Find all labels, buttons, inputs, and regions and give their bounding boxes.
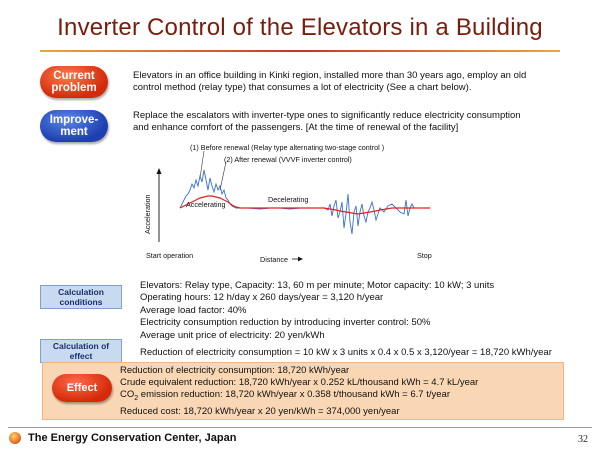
improvement-line-1: Replace the escalators with inverter-type ones to significantly reduce electricity consumption [133,110,521,121]
effect-line-1: Reduction of electricity consumption: 18,720 kWh/year [120,365,350,376]
acceleration-chart [140,142,450,268]
effect-line-4: Reduced cost: 18,720 kWh/year x 20 yen/kWh = 374,000 yen/year [120,405,400,417]
calculation-conditions-text [140,280,494,342]
condition-line: Operating hours: 12 h/day x 260 days/year = 3,120 h/year [140,292,384,304]
condition-line: Elevators: Relay type, Capacity: 13, 60 m per minute; Motor capacity: 10 kW; 3 units [140,280,495,291]
page-title: Inverter Control of the Elevators in a Building [57,14,543,41]
condition-line: Electricity consumption reduction by introducing inverter control: 50% [140,317,431,329]
calculation-of-effect-text: Reduction of electricity consumption = 10 kW x 3 units x 0.4 x 0.5 x 3,120/year = 18,720 kWh/year [140,347,552,358]
calculation-of-effect-box [40,339,122,363]
condition-line: Average load factor: 40% [140,304,247,316]
improvement-line-2: and enhance comfort of the passengers. [At the time of renewal of the facility] [133,122,459,133]
distance-arrowhead [298,257,303,262]
effect-line-3 [120,389,478,405]
effect-line-2: Crude equivalent reduction: 18,720 kWh/year x 0.252 kL/thousand kWh = 4.7 kL/year [120,377,479,389]
calculation-conditions-label: Calculation conditions [58,287,104,307]
accelerating-label: Accelerating [186,200,226,209]
effect-text [120,365,478,418]
stop-label: Stop [417,251,432,260]
condition-line: Average unit price of electricity: 20 yen/kWh [140,329,325,341]
calculation-of-effect-label: Calculation of effect [52,341,110,361]
calculation-conditions-box [40,285,122,309]
effect-label: Effect [66,382,98,394]
legend-before: (1) Before renewal (Relay type alternating two-stage control ) [190,143,385,152]
y-axis-label: Acceleration [143,194,152,234]
footer-divider [8,427,592,428]
co2-subscript: 2 [134,395,139,403]
improvement-text [133,110,521,134]
decelerating-label: Decelerating [268,195,309,204]
y-axis-arrow [157,168,162,174]
current-problem-line-1: Elevators in an office building in Kinki region, installed more than 30 years ago, employ an old [133,70,527,81]
effect-badge [52,374,112,402]
page-number: 32 [578,434,588,445]
improvement-label: Improve-ment [49,114,99,138]
footer-organization: The Energy Conservation Center, Japan [28,432,237,444]
legend-after: (2) After renewal (VVVF inverter control) [224,155,352,164]
eccj-logo-icon [9,432,21,444]
start-operation-label: Start operation [146,251,194,260]
improvement-badge [40,110,108,142]
current-problem-badge [40,66,108,98]
distance-label: Distance [260,255,288,264]
co2-text: emission reduction: 18,720 kWh/year x 0.358 t/thousand kWh = 6.7 t/year [138,389,450,401]
co2-prefix: CO [120,389,135,401]
current-problem-label: Current problem [51,70,97,94]
current-problem-line-2: control method (relay type) that consumes a lot of electricity (See a chart below). [133,82,472,93]
title-underline [40,50,560,52]
legend-after-leader [220,162,226,190]
current-problem-text [133,70,526,94]
